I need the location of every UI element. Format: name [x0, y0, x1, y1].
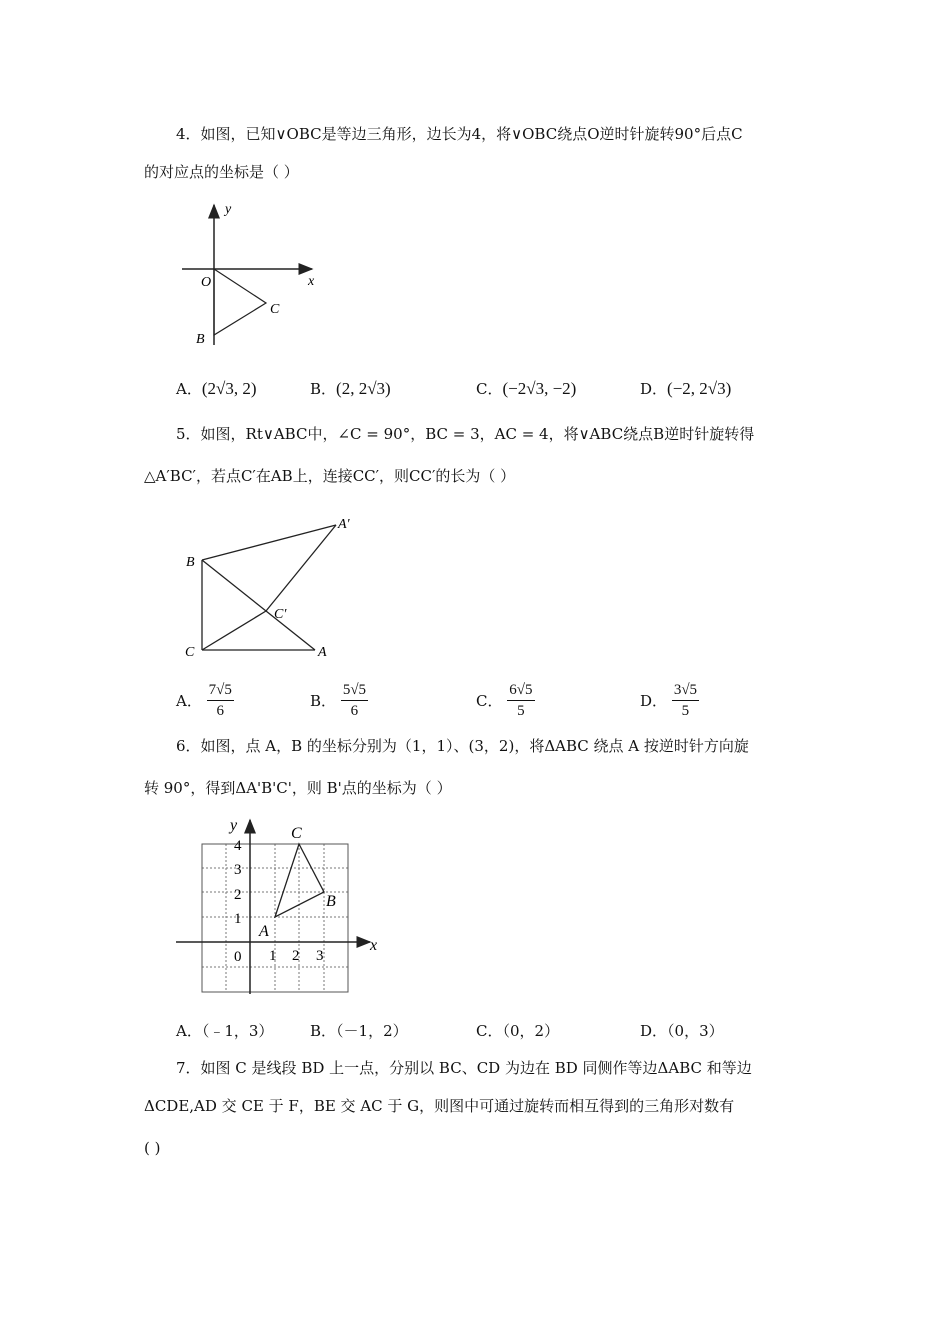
tick-y-3: 3: [234, 862, 242, 878]
segment-cc-prime: [202, 611, 266, 650]
label-c-prime: C′: [274, 607, 287, 622]
label-a-prime: A′: [338, 517, 350, 532]
label-c: C: [270, 302, 280, 317]
label-o: O: [201, 275, 212, 290]
q4-figure: [170, 195, 330, 355]
q6-option-d: D．（0，3）: [640, 1022, 724, 1040]
label-c: C: [185, 645, 195, 660]
segment-ba: [202, 560, 315, 650]
q4-line1: 4．如图，已知∨OBC是等边三角形，边长为4，将∨OBC绕点O逆时针旋转90°后点C: [176, 125, 743, 143]
q5-option-b: B． $\frac{5√5}{6}$: [310, 682, 367, 719]
label-a: A: [318, 645, 327, 660]
label-b: B: [186, 555, 195, 570]
q7-line3: ( ): [144, 1139, 161, 1157]
tick-y-4: 4: [234, 838, 242, 854]
q5-option-a: A． $\frac{7√5}{6}$: [176, 682, 232, 719]
label-x: x: [308, 274, 315, 289]
q5-option-d: D． $\frac{3√5}{5}$: [640, 682, 698, 719]
label-y: y: [225, 202, 232, 217]
tick-y-2: 2: [234, 887, 242, 903]
tick-x-2: 2: [292, 948, 300, 964]
label-x: x: [370, 937, 378, 954]
q6-option-c: C．（0，2）: [476, 1022, 560, 1040]
q7-line2: ΔCDE,AD 交 CE 于 F，BE 交 AC 于 G，则图中可通过旋转而相互得到的三角形对数有: [144, 1097, 735, 1115]
tick-x-1: 1: [269, 948, 277, 964]
q4-option-c: C．(−2√3, −2): [476, 379, 577, 398]
triangle-obc: [214, 269, 266, 335]
tick-x-3: 3: [316, 948, 324, 964]
q5-figure: [180, 510, 370, 660]
tick-x-0: 0: [234, 949, 242, 965]
q5-option-c: C． $\frac{6√5}{5}$: [476, 682, 533, 719]
label-c: C: [291, 825, 302, 842]
label-a: A: [259, 923, 269, 940]
segment-a-prime-c-prime: [266, 525, 336, 611]
q4-option-d: D．(−2, 2√3): [640, 379, 732, 398]
q5-line1: 5．如图，Rt∨ABC中，∠C = 90°，BC = 3，AC = 4，将∨ABC绕点B逆时针旋转得: [176, 425, 755, 443]
label-y: y: [230, 817, 238, 834]
tick-y-1: 1: [234, 911, 242, 927]
label-b: B: [326, 893, 336, 910]
grid: [202, 844, 348, 992]
q5-line2: △A′BC′，若点C′在AB上，连接CC′，则CC′的长为（ ）: [144, 467, 516, 485]
q6-line2: 转 90°，得到ΔA'B'C'，则 B'点的坐标为（ ）: [144, 779, 452, 797]
q4-option-a: A．(2√3, 2): [176, 379, 257, 398]
q6-figure: [170, 812, 390, 1002]
q6-option-a: A．（﹣1，3）: [176, 1022, 274, 1040]
q6-line1: 6．如图，点 A，B 的坐标分别为（1，1）、(3，2)，将ΔABC 绕点 A 按逆时针方向旋: [176, 737, 749, 755]
q6-option-b: B．（－1，2）: [310, 1022, 408, 1040]
q7-line1: 7．如图 C 是线段 BD 上一点，分别以 BC、CD 为边在 BD 同侧作等边ΔABC 和等边: [176, 1059, 752, 1077]
q4-option-b: B．(2, 2√3): [310, 379, 391, 398]
q4-line2: 的对应点的坐标是（ ）: [144, 163, 299, 181]
label-b: B: [196, 332, 205, 347]
segment-ba-prime: [202, 525, 336, 560]
